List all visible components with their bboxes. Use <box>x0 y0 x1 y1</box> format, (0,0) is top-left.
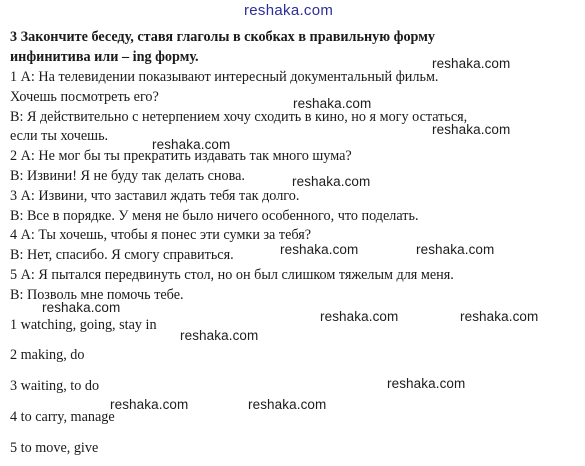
watermark: reshaka.com <box>110 397 189 412</box>
watermark: reshaka.com <box>460 309 539 324</box>
dialogue-line: 3 А: Извини, что заставил ждать тебя так долго. <box>10 188 300 204</box>
watermark: reshaka.com <box>387 376 466 391</box>
watermark: reshaka.com <box>180 328 259 343</box>
watermark: reshaka.com <box>248 397 327 412</box>
dialogue-line: 2 А: Не мог бы ты прекратить издавать так много шума? <box>10 148 352 164</box>
watermark: reshaka.com <box>320 309 399 324</box>
header-watermark: reshaka.com <box>244 2 334 19</box>
dialogue-line: 1 А: На телевидении показывают интересный документальный фильм. <box>10 69 439 85</box>
watermark: reshaka.com <box>432 122 511 137</box>
dialogue-line: 4 А: Ты хочешь, чтобы я понес эти сумки за тебя? <box>10 227 312 243</box>
watermark: reshaka.com <box>280 242 359 257</box>
dialogue-line: Хочешь посмотреть его? <box>10 89 159 105</box>
answer-item: 2 making, do <box>10 347 85 363</box>
answer-item: 4 to carry, manage <box>10 409 115 425</box>
watermark: reshaka.com <box>152 137 231 152</box>
answer-item: 1 watching, going, stay in <box>10 317 157 333</box>
exercise-title-line-2: инфинитива или – ing форму. <box>10 49 199 65</box>
dialogue-line: В: Я действительно с нетерпением хочу сходить в кино, но я могу остаться, <box>10 109 468 125</box>
watermark: reshaka.com <box>416 242 495 257</box>
dialogue-line: В: Все в порядке. У меня не было ничего особенного, что поделать. <box>10 208 419 224</box>
watermark: reshaka.com <box>293 96 372 111</box>
answer-item: 5 to move, give <box>10 440 99 456</box>
dialogue-line: если ты хочешь. <box>10 128 109 144</box>
dialogue-line: В: Извини! Я не буду так делать снова. <box>10 168 245 184</box>
dialogue-line: В: Нет, спасибо. Я смогу справиться. <box>10 247 234 263</box>
watermark: reshaka.com <box>42 300 121 315</box>
dialogue-line: 5 А: Я пытался передвинуть стол, но он был слишком тяжелым для меня. <box>10 267 454 283</box>
watermark: reshaka.com <box>292 174 371 189</box>
answer-item: 3 waiting, to do <box>10 378 100 394</box>
exercise-title-line-1: 3 Закончите беседу, ставя глаголы в скобках в правильную форму <box>10 29 435 45</box>
watermark: reshaka.com <box>432 56 511 71</box>
dialogue-line: В: Позволь мне помочь тебе. <box>10 287 184 303</box>
